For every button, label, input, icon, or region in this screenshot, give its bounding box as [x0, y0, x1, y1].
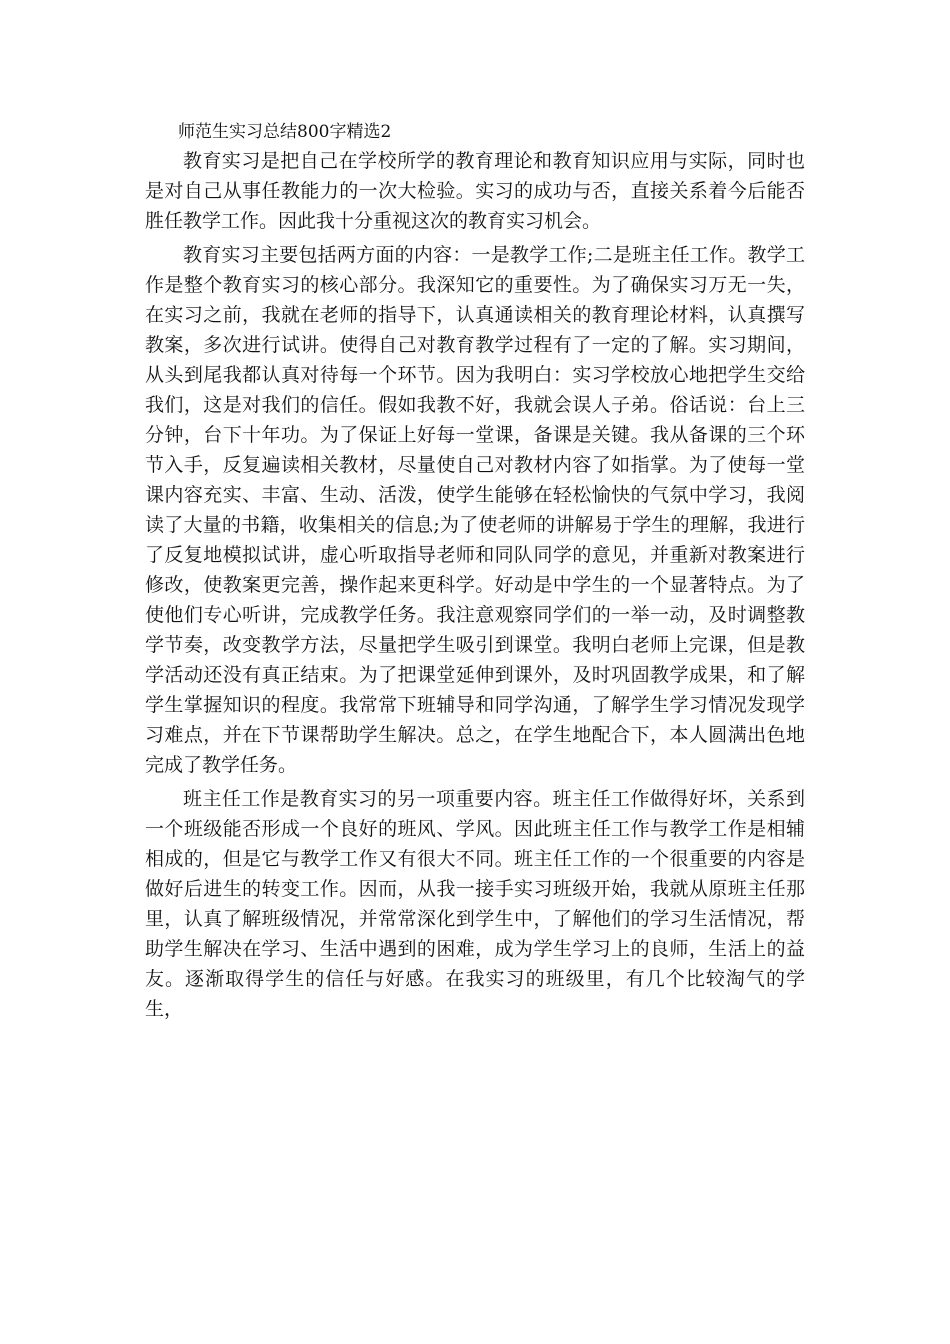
paragraph-class-teacher-work: 班主任工作是教育实习的另一项重要内容。班主任工作做得好坏，关系到一个班级能否形成一个良好的班风、学风。因此班主任工作与教学工作是相辅相成的，但是它与教学工作又有很大不同。班主任工作的一个很重要的内容是做好后进生的转变工作。因而，从我一接手实习班级开始，我就从原班主任那里，认真了解班级情况，并常常深化到学生中，了解他们的学习生活情况，帮助学生解决在学习、生活中遇到的困难，成为学生学习上的良师，生活上的益友。逐渐取得学生的信任与好感。在我实习的班级里，有几个比较淘气的学生， [145, 788, 805, 1020]
paragraph-teaching-work: 教育实习主要包括两方面的内容：一是教学工作;二是班主任工作。教学工作是整个教育实习的核心部分。我深知它的重要性。为了确保实习万无一失，在实习之前，我就在老师的指导下，认真通读相关的教育理论材料，认真撰写教案，多次进行试讲。使得自己对教育教学过程有了一定的了解。实习期间，从头到尾我都认真对待每一个环节。因为我明白：实习学校放心地把学生交给我们，这是对我们的信任。假如我教不好，我就会误人子弟。俗话说：台上三分钟，台下十年功。为了保证上好每一堂课，备课是关键。我从备课的三个环节入手，反复遍读相关教材，尽量使自己对教材内容了如指掌。为了使每一堂课内容充实、丰富、生动、活泼，使学生能够在轻松愉快的气氛中学习，我阅读了大量的书籍，收集相关的信息;为了使老师的讲解易于学生的理解，我进行了反复地模拟试讲，虚心听取指导老师和同队同学的意见，并重新对教案进行修改，使教案更完善，操作起来更科学。好动是中学生的一个显著特点。为了使他们专心听讲，完成教学任务。我注意观察同学们的一举一动，及时调整教学节奏，改变教学方法，尽量把学生吸引到课堂。我明白老师上完课，但是教学活动还没有真正结束。为了把课堂延伸到课外，及时巩固教学成果，和了解学生掌握知识的程度。我常常下班辅导和同学沟通，了解学生学习情况发现学习难点，并在下节课帮助学生解决。总之，在学生地配合下，本人圆满出色地完成了教学任务。 [145, 244, 805, 776]
document-page [145, 118, 805, 1028]
paragraph-intro: 教育实习是把自己在学校所学的教育理论和教育知识应用与实际，同时也是对自己从事任教能力的一次大检验。实习的成功与否，直接关系着今后能否胜任教学工作。因此我十分重视这次的教育实习机会。 [145, 150, 805, 232]
document-title: 师范生实习总结800字精选2 [178, 122, 392, 142]
